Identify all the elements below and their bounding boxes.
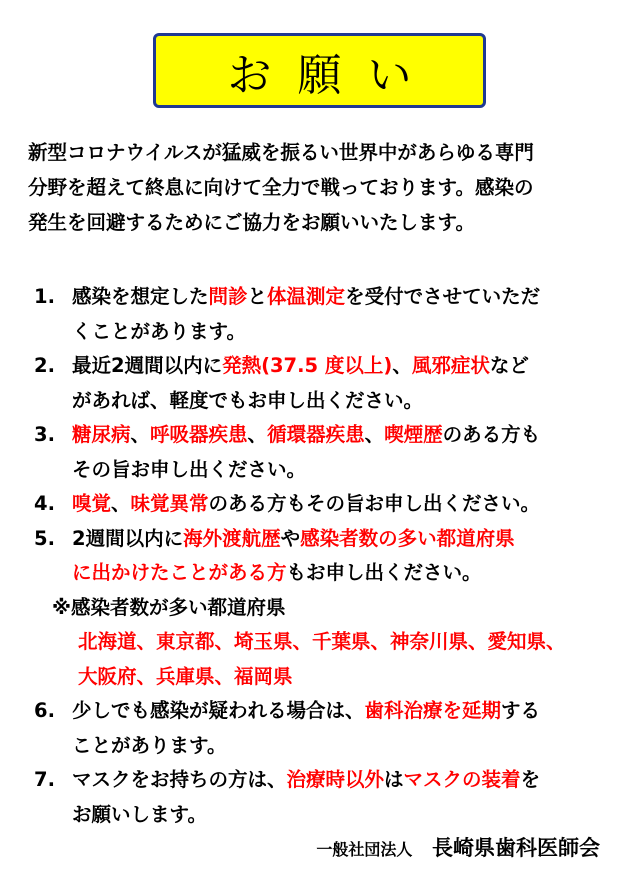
item-text: 最近2週間以内に bbox=[72, 354, 223, 377]
items-group-1 bbox=[34, 280, 624, 591]
highlighted-text: 嗅覚 bbox=[72, 492, 112, 515]
item-text: 、 bbox=[392, 354, 412, 377]
list-item-line bbox=[34, 280, 624, 315]
item-text: 感染を想定した bbox=[72, 285, 209, 308]
highlighted-text: 海外渡航歴 bbox=[183, 526, 281, 550]
item-text: など bbox=[489, 354, 529, 377]
highlighted-text: 体温測定 bbox=[267, 285, 346, 308]
item-number: 3. bbox=[34, 423, 55, 446]
item-number: 2. bbox=[34, 354, 55, 377]
item-text: マスクをお持ちの方は、 bbox=[72, 768, 287, 791]
item-number: 6. bbox=[34, 699, 55, 722]
highlighted-text: 発熱(37.5 度以上) bbox=[222, 354, 393, 377]
list-item bbox=[34, 418, 624, 487]
highlighted-text: 循環器疾患 bbox=[267, 423, 365, 446]
list-item-line bbox=[34, 798, 624, 833]
list-item-line bbox=[34, 315, 624, 350]
highlighted-text: 感染者数の多い都道府県 bbox=[300, 526, 515, 550]
list-item-line bbox=[34, 349, 624, 384]
request-list bbox=[34, 280, 624, 832]
highlighted-text: マスクの装着 bbox=[403, 768, 521, 791]
item-text: を bbox=[520, 768, 541, 791]
item-text: 少しでも感染が疑われる場合は、 bbox=[72, 699, 365, 722]
title-banner bbox=[153, 33, 486, 108]
item-text: くことがあります。 bbox=[72, 319, 246, 343]
prefecture-line: 北海道、東京都、埼玉県、千葉県、神奈川県、愛知県、 bbox=[78, 630, 566, 653]
list-item-line bbox=[34, 694, 624, 729]
footer-signature bbox=[316, 832, 600, 862]
list-item-line bbox=[34, 522, 624, 557]
intro-line: 分野を超えて終息に向けて全力で戦っております。感染の bbox=[28, 176, 534, 199]
list-item-line bbox=[34, 729, 624, 764]
highlighted-text: 歯科治療を延期 bbox=[364, 699, 502, 722]
org-type: 一般社団法人 bbox=[316, 840, 413, 859]
item-text: を受付でさせていただ bbox=[345, 285, 541, 308]
intro-paragraph bbox=[28, 135, 618, 240]
item-text: ことがあります。 bbox=[72, 733, 227, 757]
highlighted-text: 味覚異常 bbox=[130, 492, 209, 515]
list-item bbox=[34, 280, 624, 349]
list-item bbox=[34, 763, 624, 832]
list-item-line bbox=[34, 453, 624, 488]
item-text: 、 bbox=[247, 423, 268, 446]
item-text: もお申し出ください。 bbox=[286, 561, 482, 584]
item-text: のある方も bbox=[442, 423, 541, 446]
highlighted-text: 風邪症状 bbox=[411, 354, 490, 377]
org-name: 長崎県歯科医師会 bbox=[432, 836, 600, 860]
list-item bbox=[34, 694, 624, 763]
list-item bbox=[34, 487, 624, 522]
list-item bbox=[34, 522, 624, 591]
intro-line: 新型コロナウイルスが猛威を振るい世界中があらゆる専門 bbox=[28, 141, 534, 164]
list-item-line bbox=[34, 418, 624, 453]
highlighted-text: 問診 bbox=[208, 285, 248, 308]
page-title: お願い bbox=[227, 49, 438, 101]
item-text: お願いします。 bbox=[72, 802, 207, 826]
list-item-line bbox=[34, 487, 624, 522]
item-text: があれば、軽度でもお申し出ください。 bbox=[72, 388, 424, 412]
highlighted-text: 治療時以外 bbox=[286, 768, 385, 791]
item-text: と bbox=[247, 285, 268, 308]
item-number: 7. bbox=[34, 768, 55, 791]
list-item bbox=[34, 349, 624, 418]
item-number: 5. bbox=[34, 526, 55, 550]
item-number: 4. bbox=[34, 492, 55, 515]
list-item-line bbox=[34, 384, 624, 419]
item-text: 、 bbox=[130, 423, 151, 446]
item-text: 、 bbox=[364, 423, 385, 446]
item-text: は bbox=[384, 768, 404, 791]
item-text: その旨お申し出ください。 bbox=[72, 457, 307, 481]
item-number: 1. bbox=[34, 285, 55, 308]
items-group-2 bbox=[34, 694, 624, 832]
item-text: する bbox=[501, 699, 541, 722]
item-text: や bbox=[280, 526, 301, 550]
highlighted-text: に出かけたことがある方 bbox=[72, 561, 287, 584]
list-item-line bbox=[34, 556, 624, 591]
item-text: 、 bbox=[111, 492, 131, 515]
prefecture-note bbox=[34, 591, 624, 695]
highlighted-text: 喫煙歴 bbox=[384, 423, 443, 446]
item-text: のある方もその旨お申し出ください。 bbox=[208, 492, 541, 515]
highlighted-text: 呼吸器疾患 bbox=[150, 423, 248, 446]
item-text: 2週間以内に bbox=[72, 526, 184, 550]
prefecture-line: 大阪府、兵庫県、福岡県 bbox=[78, 664, 293, 688]
highlighted-text: 糖尿病 bbox=[72, 423, 131, 446]
intro-line: 発生を回避するためにご協力をお願いいたします。 bbox=[28, 211, 475, 234]
note-heading: ※感染者数が多い都道府県 bbox=[52, 595, 286, 619]
list-item-line bbox=[34, 763, 624, 798]
